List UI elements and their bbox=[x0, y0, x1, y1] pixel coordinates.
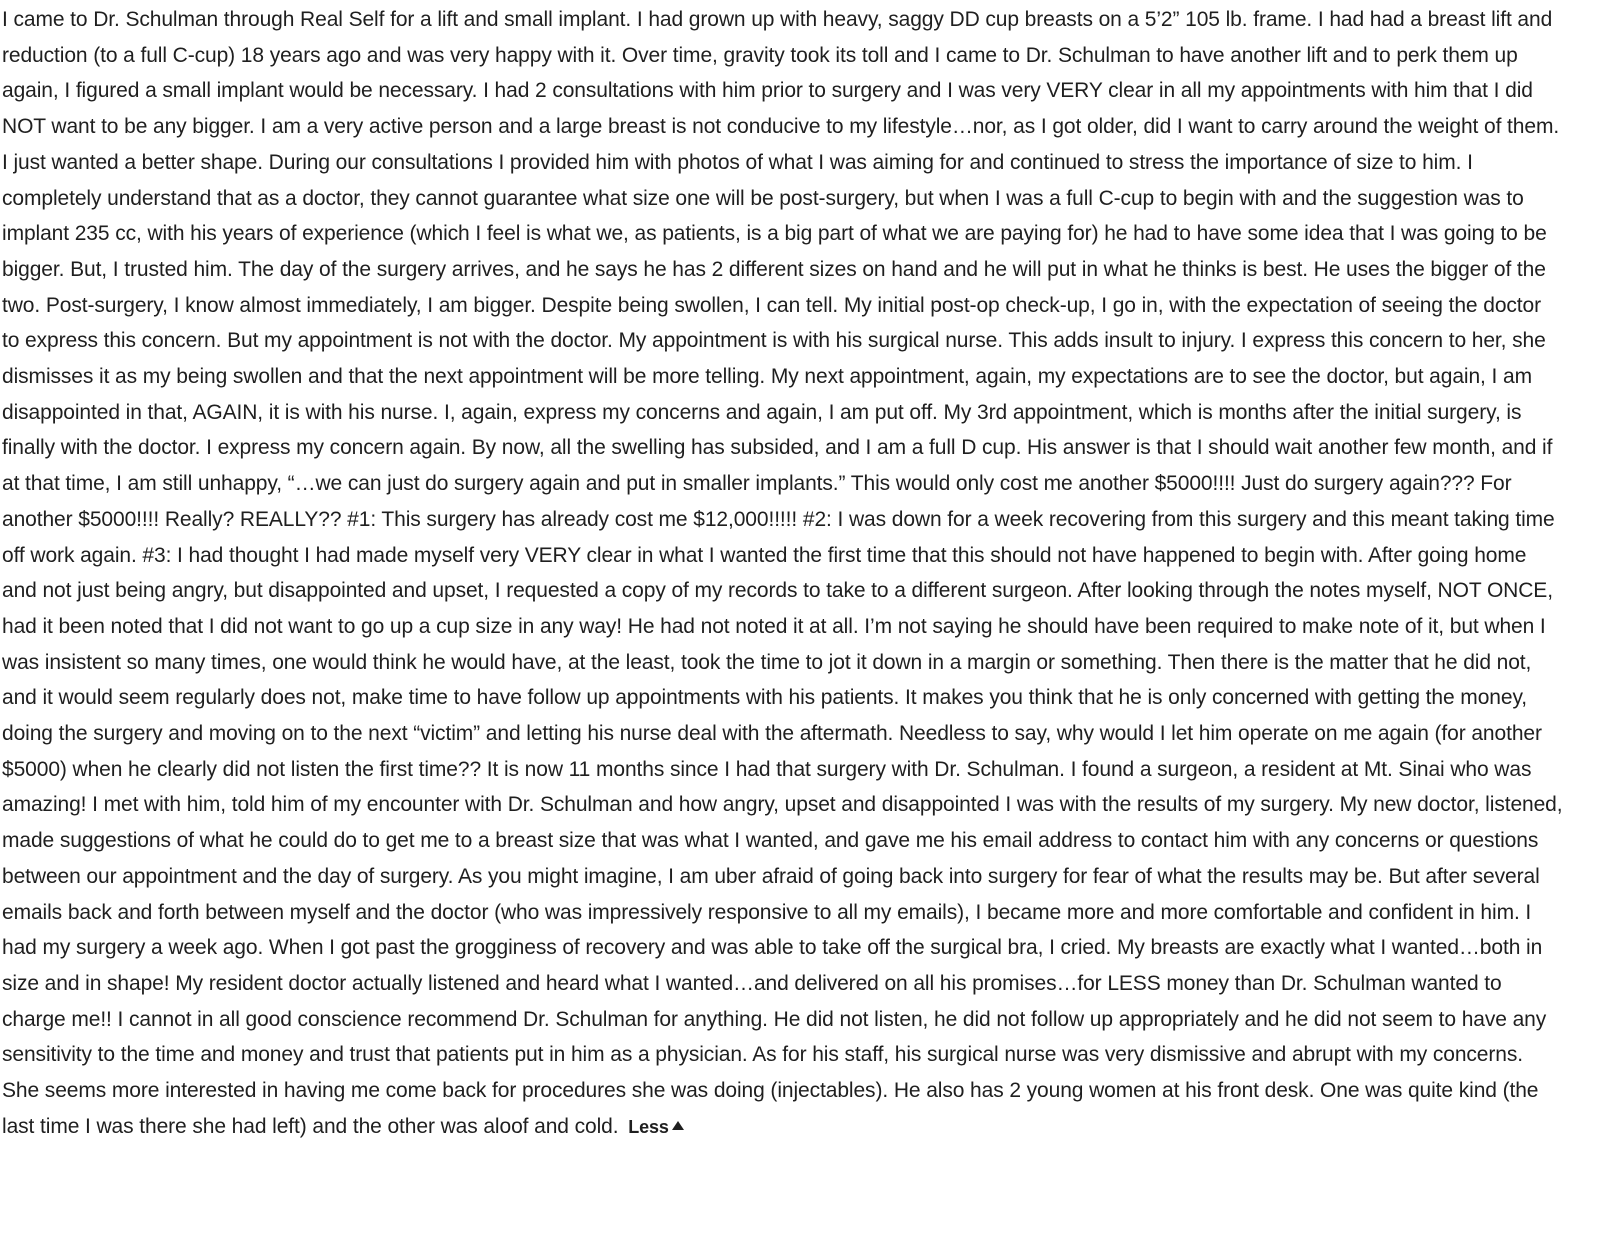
caret-up-icon bbox=[672, 1121, 684, 1130]
review-body bbox=[2, 0, 1564, 1146]
less-toggle-button[interactable] bbox=[628, 1110, 684, 1146]
review-text: I came to Dr. Schulman through Real Self for a lift and small implant. I had grown up with heavy, saggy DD cup breasts on a 5’2” 105 lb. frame. I had had a breast lift and reduction (to a full C-cup) 18 years ago and was very happy with it. Over time, gravity took its toll and I came to Dr. Schulman to have another lift and to perk them up again, I figured a small implant would be necessary. I had 2 consultations with him prior to surgery and I was very VERY clear in all my appointments with him that I did NOT want to be any bigger. I am a very active person and a large breast is not conducive to my lifestyle…nor, as I got older, did I want to carry around the weight of them. I just wanted a better shape. During our consultations I provided him with photos of what I was aiming for and continued to stress the importance of size to him. I completely understand that as a doctor, they cannot guarantee what size one will be post-surgery, but when I was a full C-cup to begin with and the suggestion was to implant 235 cc, with his years of experience (which I feel is what we, as patients, is a big part of what we are paying for) he had to have some idea that I was going to be bigger. But, I trusted him. The day of the surgery arrives, and he says he has 2 different sizes on hand and he will put in what he thinks is best. He uses the bigger of the two. Post-surgery, I know almost immediately, I am bigger. Despite being swollen, I can tell. My initial post-op check-up, I go in, with the expectation of seeing the doctor to express this concern. But my appointment is not with the doctor. My appointment is with his surgical nurse. This adds insult to injury. I express this concern to her, she dismisses it as my being swollen and that the next appointment will be more telling. My next appointment, again, my expectations are to see the doctor, but again, I am disappointed in that, AGAIN, it is with his nurse. I, again, express my concerns and again, I am put off. My 3rd appointment, which is months after the initial surgery, is finally with the doctor. I express my concern again. By now, all the swelling has subsided, and I am a full D cup. His answer is that I should wait another few month, and if at that time, I am still unhappy, “…we can just do surgery again and put in smaller implants.” This would only cost me another $5000!!!! Just do surgery again??? For another $5000!!!! Really? REALLY?? #1: This surgery has already cost me $12,000!!!!! #2: I was down for a week recovering from this surgery and this meant taking time off work again. #3: I had thought I had made myself very VERY clear in what I wanted the first time that this should not have happened to begin with. After going home and not just being angry, but disappointed and upset, I requested a copy of my records to take to a different surgeon. After looking through the notes myself, NOT ONCE, had it been noted that I did not want to go up a cup size in any way! He had not noted it at all. I’m not saying he should have been required to make note of it, but when I was insistent so many times, one would think he would have, at the least, took the time to jot it down in a margin or something. Then there is the matter that he did not, and it would seem regularly does not, make time to have follow up appointments with his patients. It makes you think that he is only concerned with getting the money, doing the surgery and moving on to the next “victim” and letting his nurse deal with the aftermath. Needless to say, why would I let him operate on me again (for another $5000) when he clearly did not listen the first time?? It is now 11 months since I had that surgery with Dr. Schulman. I found a surgeon, a resident at Mt. Sinai who was amazing! I met with him, told him of my encounter with Dr. Schulman and how angry, upset and disappointed I was with the results of my surgery. My new doctor, listened, made suggestions of what he could do to get me to a breast size that was what I wanted, and gave me his email address to contact him with any concerns or questions between our appointment and the day of surgery. As you might imagine, I am uber afraid of going back into surgery for fear of what the results may be. But after several emails back and forth between myself and the doctor (who was impressively responsive to all my emails), I became more and more comfortable and confident in him. I had my surgery a week ago. When I got past the grogginess of recovery and was able to take off the surgical bra, I cried. My breasts are exactly what I wanted…both in size and in shape! My resident doctor actually listened and heard what I wanted…and delivered on all his promises…for LESS money than Dr. Schulman wanted to charge me!! I cannot in all good conscience recommend Dr. Schulman for anything. He did not listen, he did not follow up appropriately and he did not seem to have any sensitivity to the time and money and trust that patients put in him as a physician. As for his staff, his surgical nurse was very dismissive and abrupt with my concerns. She seems more interested in having me come back for procedures she was doing (injectables). He also has 2 young women at his front desk. One was quite kind (the last time I was there she had left) and the other was aloof and cold. bbox=[2, 8, 1563, 1138]
less-toggle-label: Less bbox=[628, 1116, 669, 1137]
